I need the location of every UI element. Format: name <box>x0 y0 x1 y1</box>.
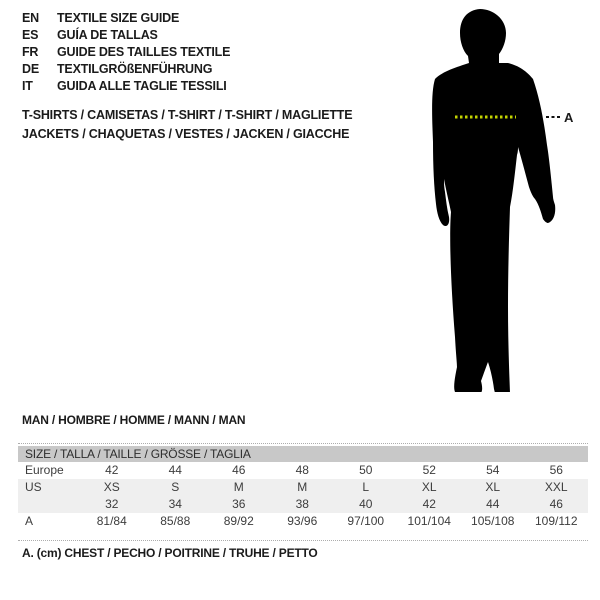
size-cell: 40 <box>359 497 373 511</box>
language-row <box>22 10 230 27</box>
language-row <box>22 78 230 95</box>
language-code: IT <box>22 79 33 93</box>
size-cell: 105/108 <box>471 514 515 528</box>
table-header: SIZE / TALLA / TAILLE / GRÖSSE / TAGLIA <box>18 446 588 462</box>
language-title: GUIDE DES TAILLES TEXTILE <box>57 45 231 59</box>
language-title: TEXTILE SIZE GUIDE <box>57 11 180 25</box>
size-cell: 54 <box>486 463 500 477</box>
table-top-rule <box>18 443 588 444</box>
size-cell: XL <box>485 480 501 494</box>
man-silhouette <box>413 7 585 392</box>
language-code: EN <box>22 11 39 25</box>
size-cell: 42 <box>422 497 436 511</box>
measure-label-a: A <box>564 110 574 125</box>
language-code: DE <box>22 62 39 76</box>
category-tshirts: T-SHIRTS / CAMISETAS / T-SHIRT / T-SHIRT / MAGLIETTE <box>22 108 353 122</box>
size-table <box>18 443 588 530</box>
size-cell: 44 <box>168 463 182 477</box>
row-label: A <box>25 514 34 528</box>
size-cell: XXL <box>544 480 568 494</box>
table-row-europe <box>18 462 588 479</box>
table-row-numeric <box>18 496 588 513</box>
table-row-chest-a <box>18 513 588 530</box>
size-cell: 38 <box>295 497 309 511</box>
size-cell: 93/96 <box>287 514 318 528</box>
size-cell: 97/100 <box>347 514 385 528</box>
table-bottom-rule <box>18 540 588 541</box>
language-code: FR <box>22 45 39 59</box>
size-cell: 50 <box>359 463 373 477</box>
size-cell: 52 <box>422 463 436 477</box>
language-title: GUIDA ALLE TAGLIE TESSILI <box>57 79 227 93</box>
size-cell: 42 <box>105 463 119 477</box>
table-row-us <box>18 479 588 496</box>
size-cell: 46 <box>549 497 563 511</box>
language-row <box>22 27 230 44</box>
gender-caption: MAN / HOMBRE / HOMME / MANN / MAN <box>22 413 246 427</box>
row-label: US <box>25 480 42 494</box>
size-cell: L <box>362 480 370 494</box>
size-cell: M <box>297 480 308 494</box>
size-cell: 85/88 <box>160 514 191 528</box>
measurement-footnote: A. (cm) CHEST / PECHO / POITRINE / TRUHE / PETTO <box>22 546 318 560</box>
size-cell: 109/112 <box>535 514 578 528</box>
size-cell: 34 <box>168 497 182 511</box>
size-cell: XL <box>421 480 437 494</box>
language-title: TEXTILGRÖßENFÜHRUNG <box>57 62 213 76</box>
size-cell: 44 <box>486 497 500 511</box>
size-cell: M <box>233 480 244 494</box>
size-cell: XS <box>103 480 120 494</box>
size-cell: 89/92 <box>223 514 254 528</box>
size-cell: 81/84 <box>96 514 127 528</box>
row-label: Europe <box>25 463 64 477</box>
size-cell: 32 <box>105 497 119 511</box>
category-jackets: JACKETS / CHAQUETAS / VESTES / JACKEN / GIACCHE <box>22 127 350 141</box>
size-cell: S <box>171 480 180 494</box>
man-silhouette-shape <box>432 9 555 392</box>
man-figure <box>413 7 585 392</box>
size-cell: 48 <box>295 463 309 477</box>
language-row <box>22 61 230 78</box>
row-label <box>18 496 80 513</box>
product-categories <box>22 106 352 144</box>
language-list <box>22 10 230 95</box>
size-cell: 101/104 <box>407 514 451 528</box>
size-cell: 36 <box>232 497 246 511</box>
language-code: ES <box>22 28 39 42</box>
size-cell: 56 <box>549 463 563 477</box>
language-title: GUÍA DE TALLAS <box>57 28 158 42</box>
size-cell: 46 <box>232 463 246 477</box>
language-row <box>22 44 230 61</box>
